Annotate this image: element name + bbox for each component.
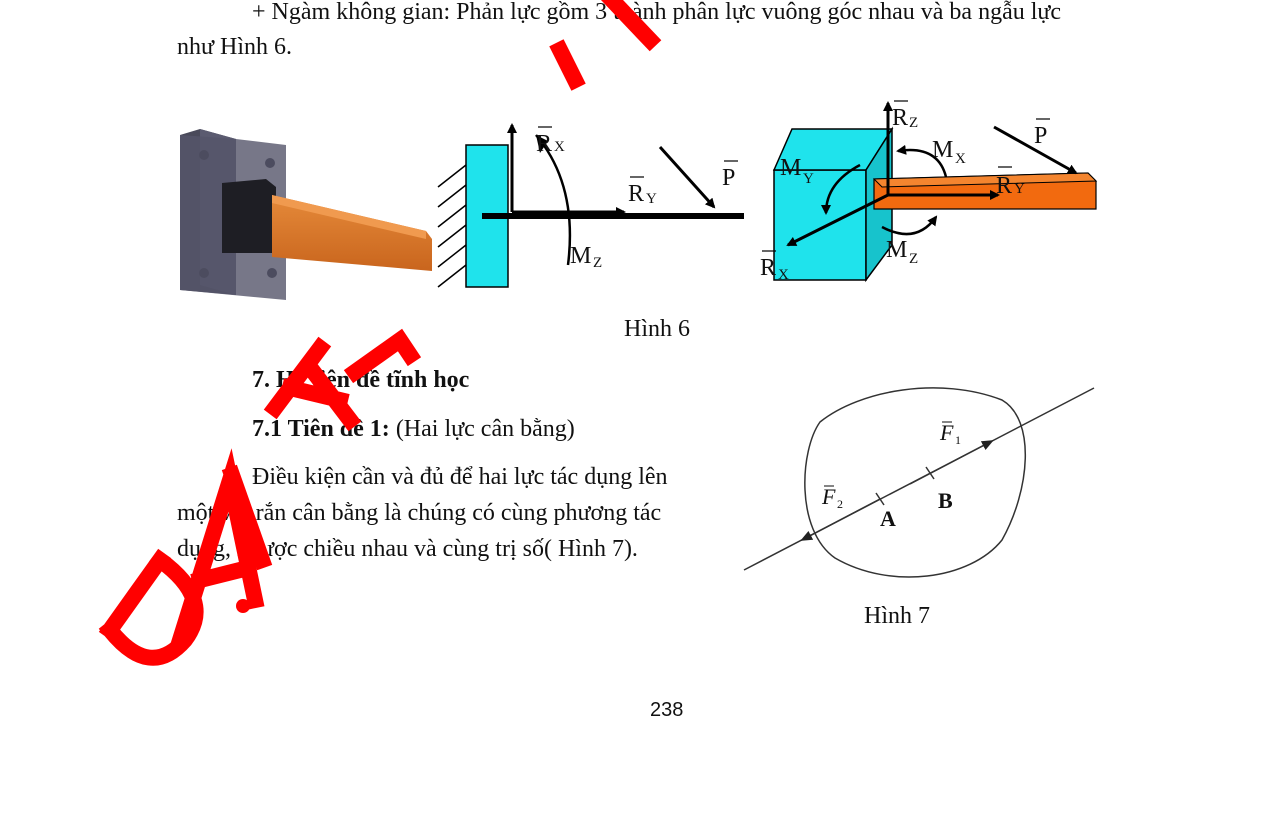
label-f1: F [940, 420, 954, 445]
label-rx-3d: R [760, 255, 777, 281]
cantilever-3d-image [180, 129, 432, 300]
paragraph-line-1: Điều kiện cần và đủ để hai lực tác dụng lên [252, 464, 668, 490]
label-rx: R [536, 131, 553, 157]
svg-text:Z: Z [909, 115, 919, 131]
section-7-1-subtitle: (Hai lực cân bằng) [389, 416, 575, 442]
svg-text:Z: Z [909, 251, 919, 267]
label-mx-3d: M [932, 137, 954, 163]
intro-line-2: như Hình 6. [177, 34, 293, 60]
figure-6-drawing [176, 95, 1106, 305]
label-f2: F [822, 484, 836, 509]
section-7-1-title: 7.1 Tiên đề 1: [252, 416, 390, 442]
watermark-dot [236, 599, 250, 613]
label-ry-3d: R [996, 173, 1013, 199]
figure-6 [176, 95, 1106, 305]
label-mz-3d: M [886, 237, 908, 263]
paragraph-line-2: một vật rắn cân bằng là chúng có cùng phương tác [177, 500, 662, 526]
svg-text:Y: Y [803, 171, 814, 187]
figure-6-caption: Hình 6 [624, 316, 690, 342]
rigid-body-outline [805, 388, 1025, 577]
section-7-1-heading [252, 411, 575, 447]
label-ry: R [628, 181, 645, 207]
svg-text:1: 1 [955, 433, 961, 447]
svg-text:Z: Z [593, 255, 603, 271]
spatial-fixed-support [774, 103, 1096, 280]
label-point-a: A [880, 506, 896, 531]
svg-text:Y: Y [1014, 181, 1025, 197]
label-p-3d: P [1034, 123, 1048, 149]
label-my-3d: M [780, 155, 802, 181]
watermark-stroke-1 [560, 50, 575, 80]
section-7-heading: 7. Hệ tiên đề tĩnh học [252, 367, 470, 393]
svg-text:2: 2 [837, 497, 843, 511]
figure-7-caption: Hình 7 [864, 603, 930, 629]
label-mz: M [570, 243, 592, 269]
svg-text:X: X [955, 151, 966, 167]
svg-text:X: X [778, 267, 789, 283]
intro-line-1: + Ngàm không gian: Phản lực gồm 3 thành phân lực vuông góc nhau và ba ngẫu lực [252, 0, 1062, 25]
figure-7-drawing [740, 380, 1100, 580]
label-point-b: B [938, 488, 953, 513]
page-number: 238 [650, 699, 684, 721]
label-rz-3d: R [892, 105, 909, 131]
figure-7 [740, 380, 1100, 580]
paragraph-line-3: dụng, ngược chiều nhau và cùng trị số( Hình 7). [177, 536, 638, 562]
watermark-stroke-d [110, 560, 196, 658]
svg-text:Y: Y [646, 191, 657, 207]
svg-text:X: X [554, 139, 565, 155]
label-p: P [722, 165, 736, 191]
